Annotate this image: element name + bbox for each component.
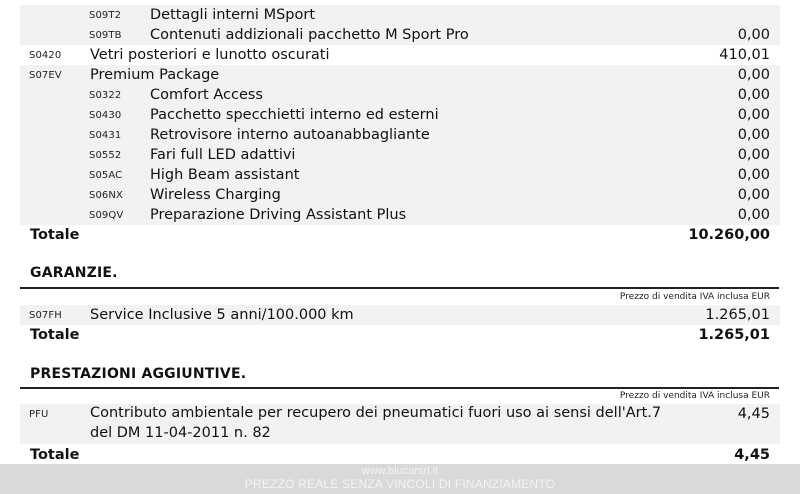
option-description: Comfort Access — [150, 87, 263, 103]
option-code: S07EV — [29, 69, 62, 81]
option-row — [20, 85, 780, 105]
total-value: 10.260,00 — [688, 227, 770, 243]
option-price: 0,00 — [737, 207, 770, 223]
section-divider — [20, 287, 779, 289]
total-label: Totale — [30, 227, 80, 243]
optionals-total-row — [20, 225, 780, 245]
service-row — [20, 404, 780, 444]
option-price: 0,00 — [737, 187, 770, 203]
service-code: PFU — [29, 409, 49, 420]
option-row — [20, 25, 780, 45]
option-description: Pacchetto specchietti interno ed esterni — [150, 107, 439, 123]
option-row — [20, 145, 780, 165]
option-description: Vetri posteriori e lunotto oscurati — [90, 47, 330, 63]
option-code: S09T2 — [89, 9, 122, 21]
option-row — [20, 165, 780, 185]
option-price: 0,00 — [737, 167, 770, 183]
option-code: S09QV — [89, 209, 124, 221]
option-description: Dettagli interni MSport — [150, 7, 316, 23]
option-description: Preparazione Driving Assistant Plus — [150, 207, 407, 223]
option-price: 410,01 — [719, 47, 770, 63]
option-row — [20, 45, 780, 65]
option-code: S09TB — [89, 29, 122, 41]
service-description-line2: del DM 11-04-2011 n. 82 — [90, 425, 271, 441]
option-row — [20, 185, 780, 205]
option-code: S0431 — [89, 129, 122, 141]
warranty-description: Service Inclusive 5 anni/100.000 km — [90, 307, 354, 323]
option-row — [20, 205, 780, 225]
option-row — [20, 65, 780, 85]
total-label: Totale — [30, 327, 80, 343]
option-description: High Beam assistant — [150, 167, 300, 183]
option-description: Wireless Charging — [150, 187, 281, 203]
option-row — [20, 5, 780, 25]
option-code: S0420 — [29, 49, 62, 61]
dealer-website: www.blucarsrl.it — [361, 465, 439, 477]
option-price: 0,00 — [737, 127, 770, 143]
option-price: 0,00 — [737, 87, 770, 103]
warranty-row — [20, 305, 780, 325]
total-value: 1.265,01 — [698, 327, 770, 343]
option-description: Premium Package — [90, 67, 220, 83]
option-price: 0,00 — [737, 107, 770, 123]
option-description: Fari full LED adattivi — [150, 147, 296, 163]
option-code: S06NX — [89, 189, 123, 201]
price-column-header: Prezzo di vendita IVA inclusa EUR — [619, 391, 770, 401]
option-code: S0430 — [89, 109, 122, 121]
option-code: S05AC — [89, 169, 123, 181]
garanzie-total-row — [20, 325, 780, 345]
warranty-code: S07FH — [29, 309, 62, 321]
option-row — [20, 125, 780, 145]
option-code: S0552 — [89, 149, 122, 161]
section-title: PRESTAZIONI AGGIUNTIVE. — [30, 366, 247, 382]
price-slogan: PREZZO REALE SENZA VINCOLI DI FINANZIAMENTO — [244, 477, 556, 491]
total-label: Totale — [30, 447, 80, 463]
option-description: Retrovisore interno autoanabbagliante — [150, 127, 430, 143]
total-value: 4,45 — [734, 447, 770, 463]
warranty-price: 1.265,01 — [705, 307, 770, 323]
section-divider — [20, 387, 779, 389]
option-price: 0,00 — [737, 67, 770, 83]
option-row — [20, 105, 780, 125]
watermark-footer — [0, 464, 800, 494]
option-description: Contenuti addizionali pacchetto M Sport Pro — [150, 27, 469, 43]
option-price: 0,00 — [737, 147, 770, 163]
service-price: 4,45 — [737, 406, 770, 422]
price-column-header: Prezzo di vendita IVA inclusa EUR — [619, 292, 770, 302]
service-description-line1: Contributo ambientale per recupero dei pneumatici fuori uso ai sensi dell'Art.7 — [90, 405, 662, 421]
prestazioni-total-row — [20, 445, 780, 465]
section-title: GARANZIE. — [30, 265, 118, 281]
option-price: 0,00 — [737, 27, 770, 43]
option-code: S0322 — [89, 89, 122, 101]
